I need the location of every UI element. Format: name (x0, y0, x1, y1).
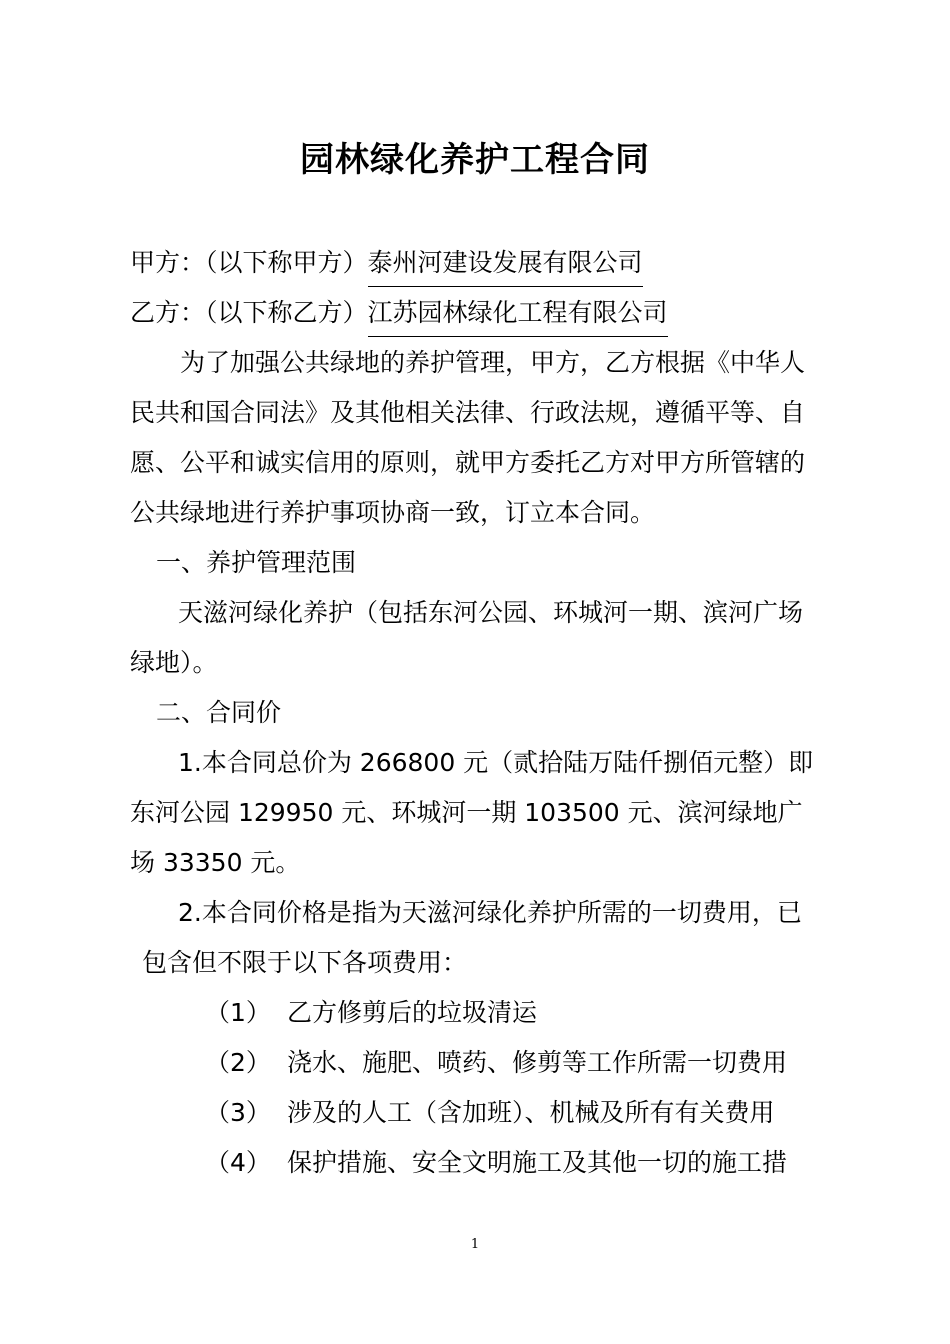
party-b-name: 江苏园林绿化工程有限公司 (368, 296, 668, 337)
party-a-line (130, 246, 643, 287)
party-a-name: 泰州河建设发展有限公司 (368, 246, 643, 287)
list-item-text: 乙方修剪后的垃圾清运 (287, 998, 538, 1027)
party-b-label: 乙方：（以下称乙方） (130, 298, 368, 327)
list-item-number: （2） (205, 1048, 271, 1077)
clause-1-line: 1.本合同总价为 266800 元（贰拾陆万陆仟捌佰元整）即 (178, 748, 814, 777)
list-item-number: （4） (205, 1148, 271, 1177)
list-item-number: （1） (205, 998, 271, 1027)
list-item-text: 浇水、施肥、喷药、修剪等工作所需一切费用 (287, 1048, 788, 1077)
clause-1-line: 东河公园 129950 元、环城河一期 103500 元、滨河绿地广 (130, 798, 803, 827)
intro-line: 公共绿地进行养护事项协商一致，订立本合同。 (130, 498, 656, 527)
list-item (205, 996, 537, 1030)
intro-line: 民共和国合同法》及其他相关法律、行政法规，遵循平等、自 (130, 398, 806, 427)
section-1-body: 天滋河绿化养护（包括东河公园、环城河一期、滨河广场 (178, 598, 804, 627)
section-1-body: 绿地）。 (130, 648, 218, 677)
list-item (205, 1096, 775, 1130)
document-title: 园林绿化养护工程合同 (300, 140, 650, 180)
list-item (205, 1046, 787, 1080)
intro-line: 为了加强公共绿地的养护管理，甲方，乙方根据《中华人 (180, 348, 806, 377)
section-1-heading: 一、养护管理范围 (156, 548, 357, 577)
clause-2-line: 2.本合同价格是指为天滋河绿化养护所需的一切费用，已 (178, 898, 802, 927)
list-item-number: （3） (205, 1098, 271, 1127)
intro-line: 愿、公平和诚实信用的原则，就甲方委托乙方对甲方所管辖的 (130, 448, 806, 477)
party-a-label: 甲方：（以下称甲方） (130, 248, 368, 277)
clause-2-line: 包含但不限于以下各项费用： (142, 948, 468, 977)
section-2-heading: 二、合同价 (156, 698, 282, 727)
list-item (205, 1146, 787, 1180)
party-b-line (130, 296, 668, 337)
list-item-text: 保护措施、安全文明施工及其他一切的施工措 (287, 1148, 788, 1177)
list-item-text: 涉及的人工（含加班）、机械及所有有关费用 (287, 1098, 775, 1127)
page-number: 1 (470, 1237, 480, 1252)
clause-1-line: 场 33350 元。 (130, 848, 301, 877)
